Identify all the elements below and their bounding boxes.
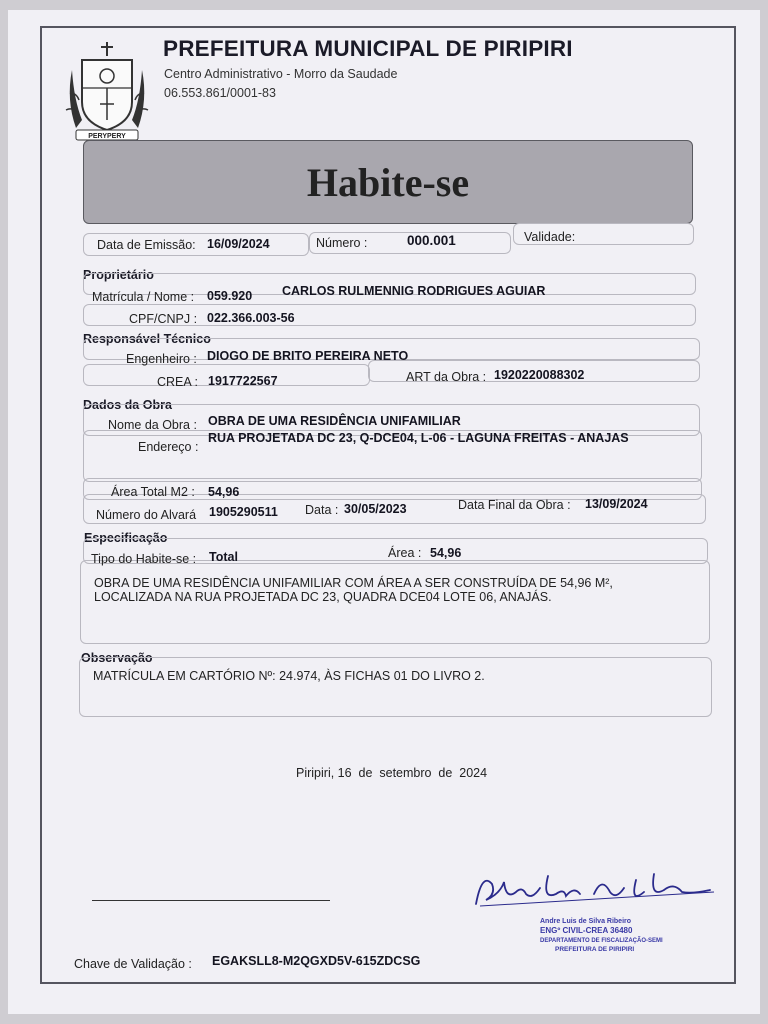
seal-ribbon-text: PERYPERY (88, 133, 126, 140)
organization-title: PREFEITURA MUNICIPAL DE PIRIPIRI (163, 36, 573, 61)
observation-box (79, 657, 712, 717)
technical-section-title: Responsável Técnico (83, 332, 211, 346)
work-address-label: Endereço : (138, 440, 199, 454)
place-date: Piripiri, 16 de setembro de 2024 (296, 766, 488, 780)
validation-key-value: EGAKSLL8-M2QGXD5V-615ZDCSG (212, 954, 421, 968)
owner-name-value: CARLOS RULMENNIG RODRIGUES AGUIAR (282, 284, 546, 298)
stamp-line-4: PREFEITURA DE PIRIPIRI (555, 946, 635, 953)
owner-doc-label: CPF/CNPJ : (129, 312, 198, 326)
observation-section-title: Observação (81, 651, 153, 665)
permit-value: 1905290511 (209, 505, 278, 519)
signature-line (92, 900, 330, 901)
art-label: ART da Obra : (406, 370, 487, 384)
owner-id-value: 059.920 (207, 289, 253, 303)
spec-area-label: Área : (388, 546, 422, 560)
issue-date-label: Data de Emissão: (97, 238, 196, 252)
spec-section-title: Especificação (84, 531, 168, 545)
validity-label: Validade: (524, 230, 576, 244)
stamp-line-2: ENGº CIVIL-CREA 36480 (540, 926, 633, 935)
work-name-label: Nome da Obra : (108, 418, 197, 432)
permit-label: Número do Alvará (96, 508, 197, 522)
crea-label: CREA : (157, 375, 198, 389)
spec-area-value: 54,96 (430, 546, 462, 560)
validation-key-label: Chave de Validação : (74, 957, 192, 971)
document-title: Habite-se (306, 159, 470, 205)
owner-id-label: Matrícula / Nome : (92, 290, 195, 304)
work-address-value: RUA PROJETADA DC 23, Q-DCE04, L-06 - LAGUNA FREITAS - ANAJAS (208, 431, 629, 445)
crea-value: 1917722567 (208, 374, 278, 388)
work-end-value: 13/09/2024 (585, 497, 648, 511)
municipal-seal-icon (62, 40, 152, 144)
stamp-line-3: DEPARTAMENTO DE FISCALIZAÇÃO-SEMI (540, 938, 663, 944)
engineer-value: DIOGO DE BRITO PEREIRA NETO (207, 349, 409, 363)
work-end-label: Data Final da Obra : (458, 498, 571, 512)
permit-date-label: Data : (305, 503, 339, 517)
observation-text: MATRÍCULA EM CARTÓRIO Nº: 24.974, ÀS FICHAS 01 DO LIVRO 2. (93, 669, 485, 683)
work-section-title: Dados da Obra (83, 398, 172, 412)
stamp-line-1: Andre Luis de Silva Ribeiro (540, 918, 632, 925)
number-label: Número : (316, 236, 368, 250)
owner-section-title: Proprietário (83, 268, 154, 282)
engineer-label: Engenheiro : (126, 352, 197, 366)
handwritten-signature-icon (470, 864, 720, 916)
work-area-label: Área Total M2 : (111, 485, 195, 499)
issue-date-value: 16/09/2024 (207, 237, 270, 251)
document-title-banner (83, 140, 693, 224)
work-name-value: OBRA DE UMA RESIDÊNCIA UNIFAMILIAR (208, 414, 461, 428)
spec-description-line1: OBRA DE UMA RESIDÊNCIA UNIFAMILIAR COM ÁREA A SER CONSTRUÍDA DE 54,96 M², (94, 576, 613, 590)
organization-subtitle: Centro Administrativo - Morro da Saudade (164, 67, 398, 81)
number-value: 000.001 (407, 233, 456, 248)
organization-cnpj: 06.553.861/0001-83 (164, 86, 276, 100)
spec-type-value: Total (209, 550, 238, 564)
spec-description-line2: LOCALIZADA NA RUA PROJETADA DC 23, QUADRA DCE04 LOTE 06, ANAJÁS. (94, 590, 552, 604)
permit-date-value: 30/05/2023 (344, 502, 407, 516)
work-area-value: 54,96 (208, 485, 240, 499)
owner-doc-value: 022.366.003-56 (207, 311, 295, 325)
spec-type-label: Tipo do Habite-se : (91, 552, 197, 566)
art-value: 1920220088302 (494, 368, 585, 382)
